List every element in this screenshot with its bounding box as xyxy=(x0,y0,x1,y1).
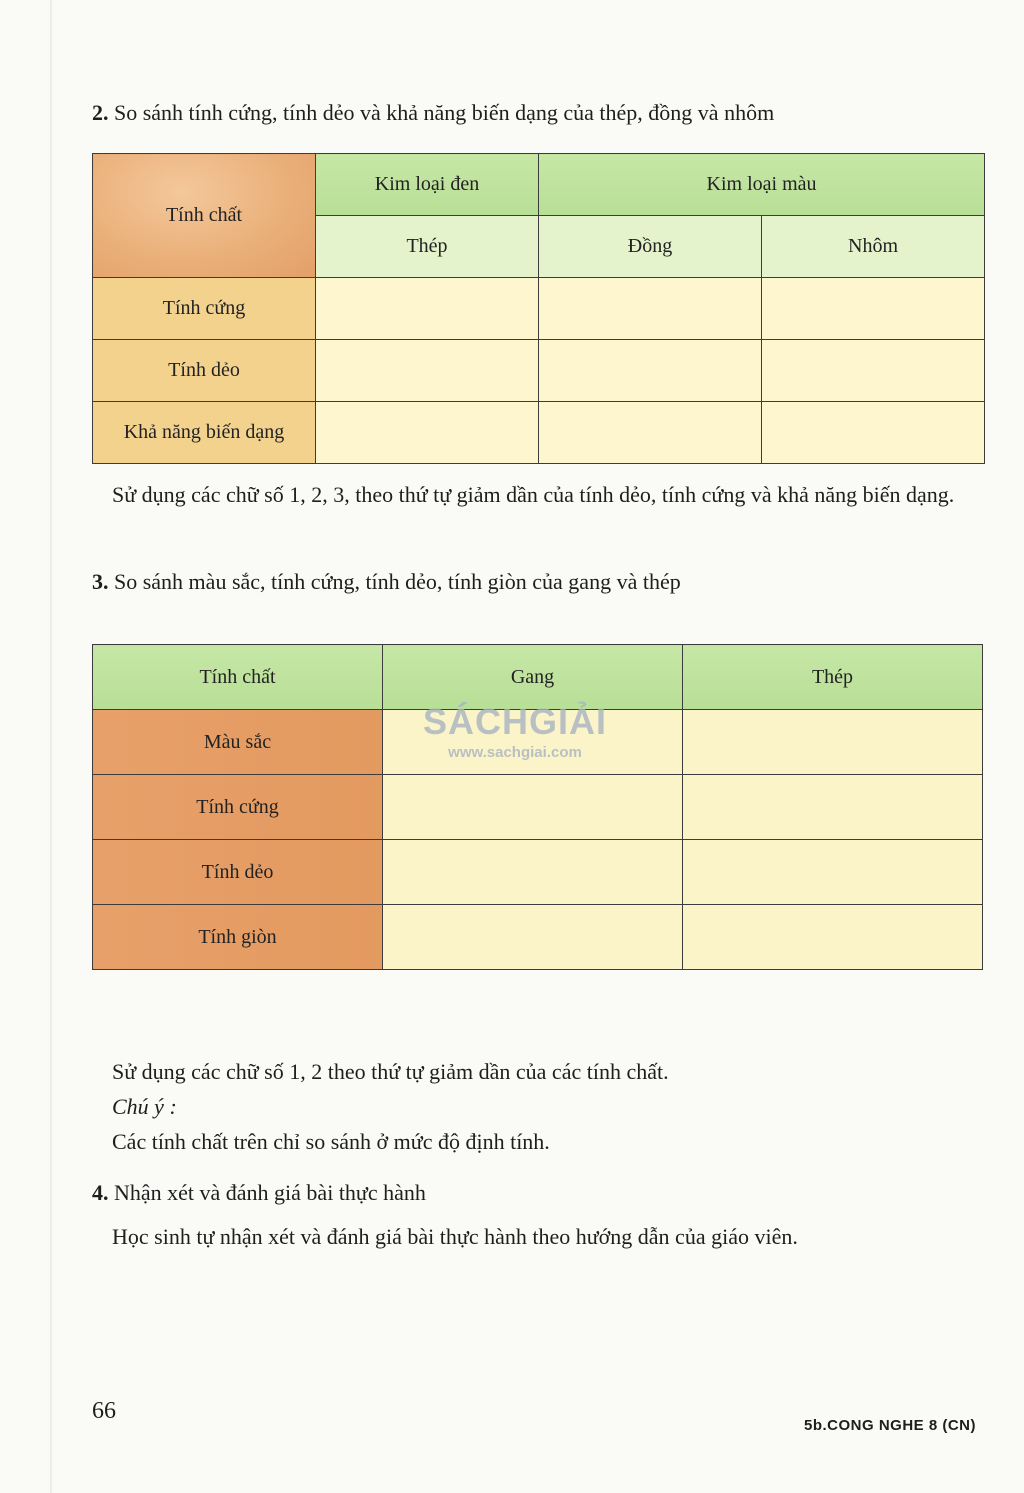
section2-number: 2. xyxy=(92,100,109,125)
page-edge xyxy=(50,0,52,1493)
t1-row-label: Khả năng biến dạng xyxy=(93,402,316,464)
caution-label: Chú ý : xyxy=(112,1094,177,1119)
section2-note: Sử dụng các chữ số 1, 2, 3, theo thứ tự giảm dần của tính dẻo, tính cứng và khả năng biến dạng. xyxy=(112,482,955,507)
t2-empty-cell xyxy=(383,840,683,905)
t1-property-header: Tính chất xyxy=(93,154,316,278)
t2-empty-cell xyxy=(383,905,683,970)
t1-empty-cell xyxy=(539,340,762,402)
t1-empty-cell xyxy=(316,340,539,402)
t2-property-header: Tính chất xyxy=(93,645,383,710)
page-number: 66 xyxy=(92,1398,116,1424)
t2-row-label: Màu sắc xyxy=(93,710,383,775)
comparison-table-cast-iron-steel xyxy=(92,644,983,970)
t1-empty-cell xyxy=(539,402,762,464)
t1-empty-cell xyxy=(316,402,539,464)
t2-empty-cell xyxy=(683,710,983,775)
t1-col-header: Đồng xyxy=(539,216,762,278)
section3-title: So sánh màu sắc, tính cứng, tính dẻo, tính giòn của gang và thép xyxy=(114,569,681,594)
t2-empty-cell xyxy=(683,840,983,905)
t1-empty-cell xyxy=(762,278,985,340)
t1-empty-cell xyxy=(539,278,762,340)
section3-note: Sử dụng các chữ số 1, 2 theo thứ tự giảm dần của các tính chất. xyxy=(112,1059,669,1084)
t1-group-ferrous: Kim loại đen xyxy=(316,154,539,216)
t2-col-header: Gang xyxy=(383,645,683,710)
t2-col-header: Thép xyxy=(683,645,983,710)
section4-body: Học sinh tự nhận xét và đánh giá bài thực hành theo hướng dẫn của giáo viên. xyxy=(112,1224,798,1249)
t1-row-label: Tính dẻo xyxy=(93,340,316,402)
section2-title: So sánh tính cứng, tính dẻo và khả năng biến dạng của thép, đồng và nhôm xyxy=(114,100,775,125)
t1-group-nonferrous: Kim loại màu xyxy=(539,154,985,216)
watermark-logo: SÁCHGIẢI xyxy=(422,701,607,742)
t2-row-label: Tính dẻo xyxy=(93,840,383,905)
section3-heading xyxy=(92,568,681,596)
caution-text: Các tính chất trên chỉ so sánh ở mức độ định tính. xyxy=(112,1129,550,1154)
book-code: 5b.CONG NGHE 8 (CN) xyxy=(803,1417,976,1434)
comparison-table-steel-copper-aluminium xyxy=(92,153,985,464)
t2-empty-cell xyxy=(683,905,983,970)
t1-col-header: Nhôm xyxy=(762,216,985,278)
watermark xyxy=(410,702,620,764)
section3-number: 3. xyxy=(92,569,109,594)
t2-empty-cell xyxy=(683,775,983,840)
t1-col-header: Thép xyxy=(316,216,539,278)
t1-empty-cell xyxy=(316,278,539,340)
t1-empty-cell xyxy=(762,340,985,402)
t1-empty-cell xyxy=(762,402,985,464)
section4-title: Nhận xét và đánh giá bài thực hành xyxy=(114,1180,426,1205)
watermark-url: www.sachgiai.com xyxy=(448,744,582,761)
section2-heading xyxy=(92,99,774,127)
t1-row-label: Tính cứng xyxy=(93,278,316,340)
section4-number: 4. xyxy=(92,1180,109,1205)
t2-row-label: Tính giòn xyxy=(93,905,383,970)
t2-empty-cell xyxy=(383,775,683,840)
section4-heading xyxy=(92,1179,426,1207)
t2-row-label: Tính cứng xyxy=(93,775,383,840)
